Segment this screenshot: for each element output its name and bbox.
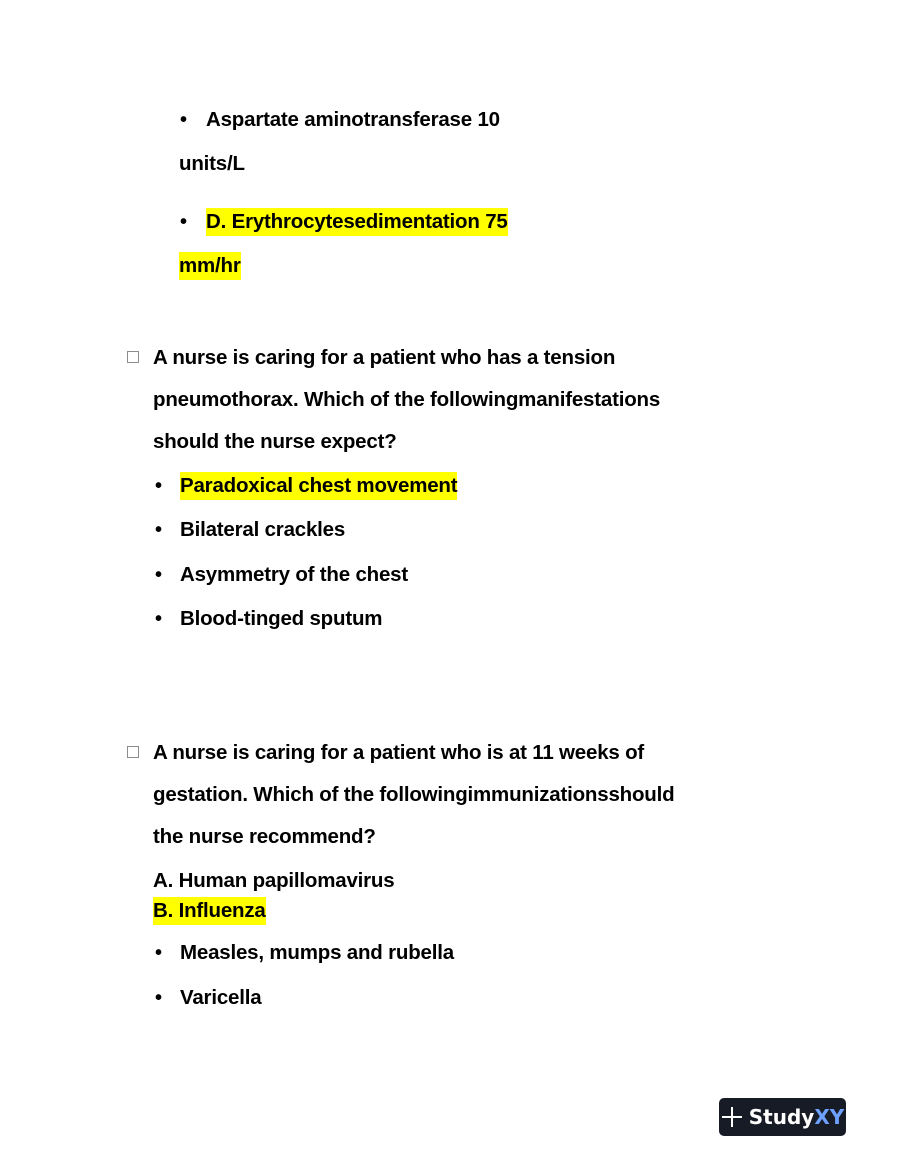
logo-text [749,1105,844,1129]
option: Asymmetry of the chest [180,563,409,586]
question-text: A nurse is caring for a patient who is at 11 weeks of [153,741,645,764]
option: A. Human papillomavirus [153,869,395,892]
bullet-icon: • [155,564,163,586]
question-text: pneumothorax. Which of the followingmanifestations [153,388,661,411]
checkbox-icon [127,351,139,363]
answer-line: Aspartate aminotransferase 10 [206,108,500,131]
highlighted-answer: mm/hr [179,252,241,280]
bullet-icon: • [155,608,163,630]
bullet-icon: • [155,519,163,541]
option: Measles, mumps and rubella [180,941,454,964]
studyxy-logo[interactable] [719,1098,846,1136]
bullet-icon: • [155,942,163,964]
question-text: gestation. Which of the followingimmunizationsshould [153,783,675,806]
plus-icon [721,1106,743,1128]
logo-text-accent: XY [814,1105,845,1129]
question-text: the nurse recommend? [153,825,376,848]
correct-option: Paradoxical chest movement [180,472,457,500]
bullet-icon: • [155,475,163,497]
question-text: should the nurse expect? [153,430,397,453]
bullet-icon: • [155,987,163,1009]
option: Blood-tinged sputum [180,607,383,630]
option: Varicella [180,986,262,1009]
option: Bilateral crackles [180,518,346,541]
highlighted-answer: D. Erythrocytesedimentation 75 [206,208,508,236]
correct-option: B. Influenza [153,897,266,925]
bullet-icon: • [180,211,188,233]
answer-line: units/L [179,152,245,175]
checkbox-icon [127,746,139,758]
logo-text-main: Study [748,1105,815,1129]
question-text: A nurse is caring for a patient who has a tension [153,346,616,369]
bullet-icon: • [180,109,188,131]
